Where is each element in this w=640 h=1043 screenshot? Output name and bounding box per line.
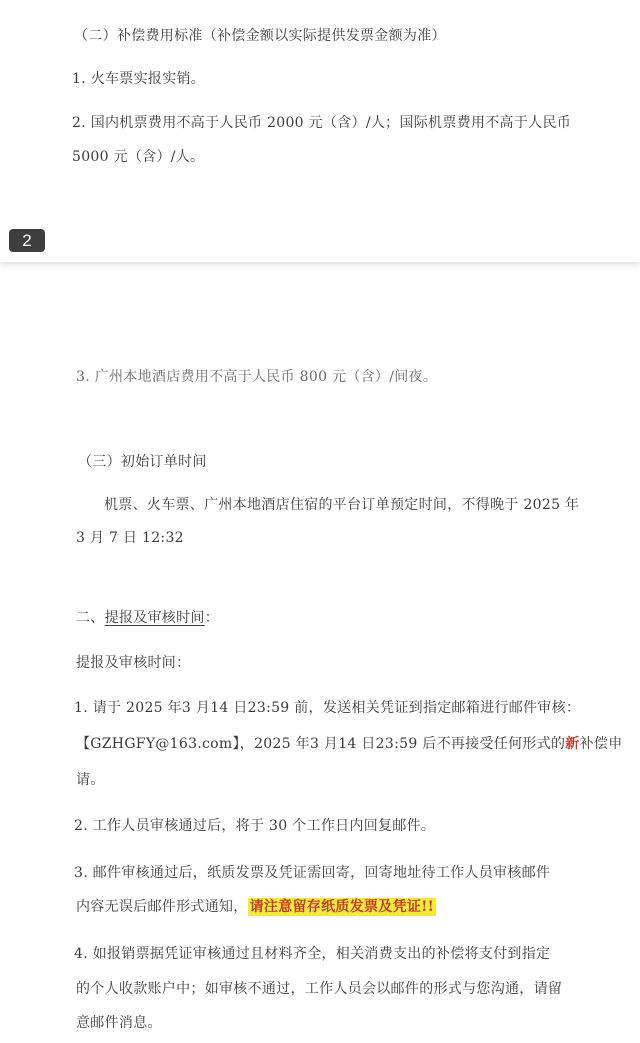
step1-line2 [76, 734, 623, 754]
section-heading-order-time: （三）初始订单时间 [78, 454, 207, 470]
section-title-submission-review [76, 608, 219, 628]
step1-line2-end: 补偿申 [579, 736, 623, 752]
step3-line2 [76, 897, 436, 917]
step2: 2. 工作人员审核通过后，将于 30 个工作日内回复邮件。 [74, 818, 436, 834]
step4-line1: 4. 如报销票据凭证审核通过且材料齐全，相关消费支出的补偿将支付到指定 [74, 946, 551, 962]
section-number: 二、 [76, 610, 105, 626]
document-page-2 [0, 266, 640, 1043]
section-heading-compensation-standard: （二）补偿费用标准（补偿金额以实际提供发票金额为准） [74, 28, 446, 44]
document-page-1 [0, 0, 640, 262]
list-item-train-ticket: 1. 火车票实报实销。 [72, 71, 206, 87]
section-title-colon: ： [204, 610, 220, 626]
step1-new-emphasis: 新 [565, 736, 580, 752]
order-time-paragraph-line1: 机票、火车票、广州本地酒店住宿的平台订单预定时间，不得晚于 2025 年 [104, 497, 580, 513]
step1-line1: 1. 请于 2025 年3 月14 日23:59 前，发送相关凭证到指定邮箱进行邮件审核： [74, 700, 581, 716]
sub-label-submission-review: 提报及审核时间： [76, 655, 191, 671]
list-item-airfare-line2: 5000 元（含）/人。 [72, 149, 205, 165]
list-item-airfare-line1: 2. 国内机票费用不高于人民币 2000 元（含）/人；国际机票费用不高于人民币 [72, 115, 572, 131]
list-item-hotel: 3. 广州本地酒店费用不高于人民币 800 元（含）/间夜。 [76, 369, 438, 385]
step4-line3: 意邮件消息。 [76, 1015, 162, 1031]
order-time-paragraph-line2: 3 月 7 日 12:32 [76, 530, 184, 546]
step1-line3: 请。 [76, 772, 105, 788]
highlighted-warning: 请注意留存纸质发票及凭证!! [249, 899, 435, 915]
step3-line1: 3. 邮件审核通过后，纸质发票及凭证需回寄，回寄地址待工作人员审核邮件 [74, 865, 551, 881]
step1-email-and-deadline: 【GZHGFY@163.com】，2025 年3 月14 日23:59 后不再接受任何形式的 [76, 736, 566, 752]
page-number-badge: 2 [9, 229, 45, 252]
step4-line2: 的个人收款账户中；如审核不通过，工作人员会以邮件的形式与您沟通，请留 [76, 981, 563, 997]
step3-notice: 内容无误后邮件形式通知， [76, 899, 248, 915]
section-title-underlined: 提报及审核时间 [104, 610, 205, 626]
